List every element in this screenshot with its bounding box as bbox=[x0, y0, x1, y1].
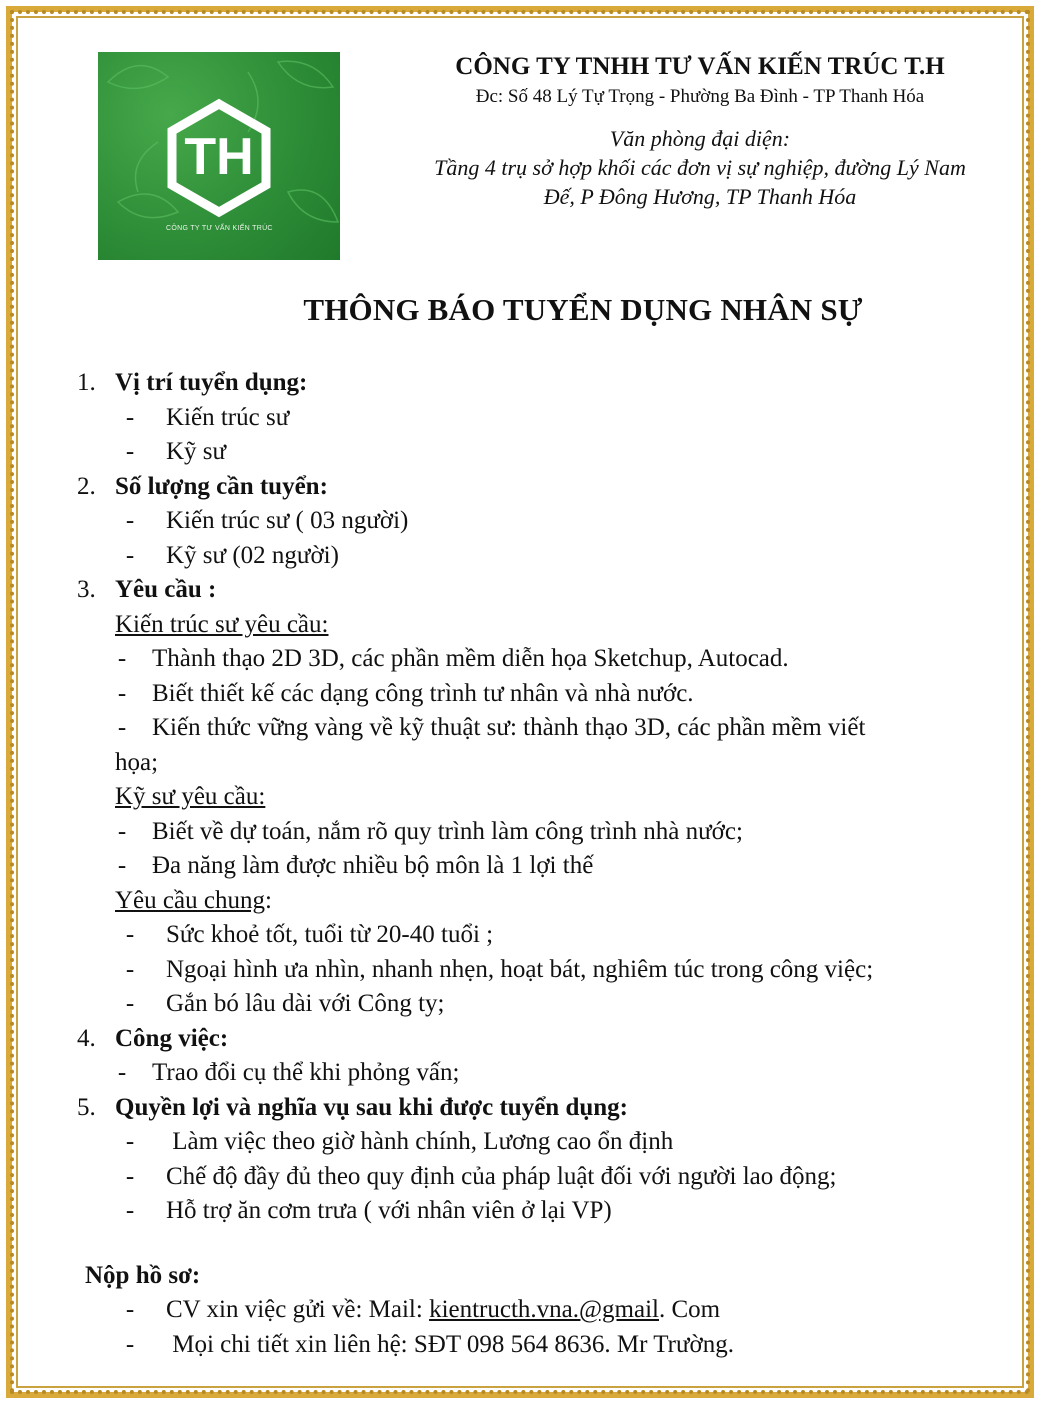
section-3-heading bbox=[60, 573, 1010, 608]
company-address: Đc: Số 48 Lý Tự Trọng - Phường Ba Đình - TP Thanh Hóa bbox=[475, 86, 925, 107]
list-item: - Gắn bó lâu dài với Công ty; bbox=[125, 990, 445, 1017]
list-item: - Mọi chi tiết xin liên hệ: SĐT 098 564 8636. Mr Trường. bbox=[125, 1330, 734, 1358]
section-number: 5. bbox=[77, 1093, 96, 1121]
list-item: - Kiến trúc sư ( 03 người) bbox=[125, 507, 409, 534]
submission-title: Nộp hồ sơ: bbox=[85, 1261, 201, 1289]
list-item: - Kỹ sư (02 người) bbox=[125, 541, 339, 569]
office-title: Văn phòng đại diện: bbox=[609, 126, 791, 151]
section-title: Vị trí tuyển dụng: bbox=[115, 369, 308, 396]
section-4-heading bbox=[60, 1022, 1010, 1057]
office-block bbox=[400, 124, 1000, 211]
page-title: THÔNG BÁO TUYỂN DỤNG NHÂN SỰ bbox=[303, 292, 863, 327]
list-item-continuation: họa; bbox=[115, 748, 159, 776]
list-item: - Thành thạo 2D 3D, các phần mềm diễn họa Sketchup, Autocad. bbox=[117, 645, 789, 672]
company-logo bbox=[98, 52, 340, 260]
engineer-requirements-heading: Kỹ sư yêu cầu: bbox=[115, 783, 266, 810]
section-2-heading bbox=[60, 470, 1010, 505]
section-title: Yêu cầu : bbox=[115, 576, 217, 603]
list-item: - Ngoại hình ưa nhìn, nhanh nhẹn, hoạt bát, nghiêm túc trong công việc; bbox=[125, 955, 874, 983]
list-item: - Biết về dự toán, nắm rõ quy trình làm công trình nhà nước; bbox=[117, 817, 743, 845]
list-item: - Sức khoẻ tốt, tuổi từ 20-40 tuổi ; bbox=[125, 921, 494, 948]
list-item: - Kỹ sư bbox=[125, 438, 227, 465]
section-number: 3. bbox=[77, 576, 96, 603]
section-title: Số lượng cần tuyển: bbox=[115, 472, 328, 500]
list-item: - Trao đổi cụ thể khi phỏng vấn; bbox=[117, 1059, 460, 1086]
section-title: Công việc: bbox=[115, 1024, 229, 1052]
list-item: - Kiến trúc sư bbox=[125, 403, 290, 431]
list-item: - Hỗ trợ ăn cơm trưa ( với nhân viên ở lại VP) bbox=[125, 1197, 612, 1224]
section-number: 4. bbox=[77, 1024, 96, 1052]
list-item: - Biết thiết kế các dạng công trình tư nhân và nhà nước. bbox=[117, 679, 694, 707]
svg-text:TH: TH bbox=[184, 128, 254, 186]
section-1-heading bbox=[60, 366, 1010, 401]
list-item: - Chế độ đầy đủ theo quy định của pháp luật đối với người lao động; bbox=[125, 1162, 837, 1190]
email-link[interactable]: kientructh.vna.@gmail bbox=[429, 1296, 659, 1323]
general-requirements-heading: Yêu cầu chung: bbox=[115, 886, 272, 914]
content-body bbox=[60, 366, 1010, 1362]
list-item: - CV xin việc gửi về: Mail: kientructh.vna.@gmail. Com bbox=[125, 1296, 721, 1323]
list-item: - Làm việc theo giờ hành chính, Lương cao ổn định bbox=[125, 1128, 674, 1155]
list-item: - Kiến thức vững vàng về kỹ thuật sư: thành thạo 3D, các phần mềm viết bbox=[117, 714, 866, 741]
section-number: 2. bbox=[77, 472, 96, 500]
section-title: Quyền lợi và nghĩa vụ sau khi được tuyển dụng: bbox=[115, 1093, 628, 1121]
office-address-line-1: Tầng 4 trụ sở hợp khối các đơn vị sự nghiệp, đường Lý Nam bbox=[434, 155, 966, 180]
list-item: - Đa năng làm được nhiều bộ môn là 1 lợi thế bbox=[117, 852, 594, 879]
section-number: 1. bbox=[77, 369, 96, 396]
logo-caption: CÔNG TY TƯ VẤN KIẾN TRÚC bbox=[166, 225, 273, 232]
architect-requirements-heading: Kiến trúc sư yêu cầu: bbox=[115, 610, 329, 638]
company-name: CÔNG TY TNHH TƯ VẤN KIẾN TRÚC T.H bbox=[455, 53, 945, 80]
submission-block bbox=[60, 1259, 1010, 1363]
office-address-line-2: Đế, P Đông Hương, TP Thanh Hóa bbox=[543, 184, 857, 209]
section-5-heading bbox=[60, 1091, 1010, 1126]
company-header bbox=[400, 50, 1000, 211]
